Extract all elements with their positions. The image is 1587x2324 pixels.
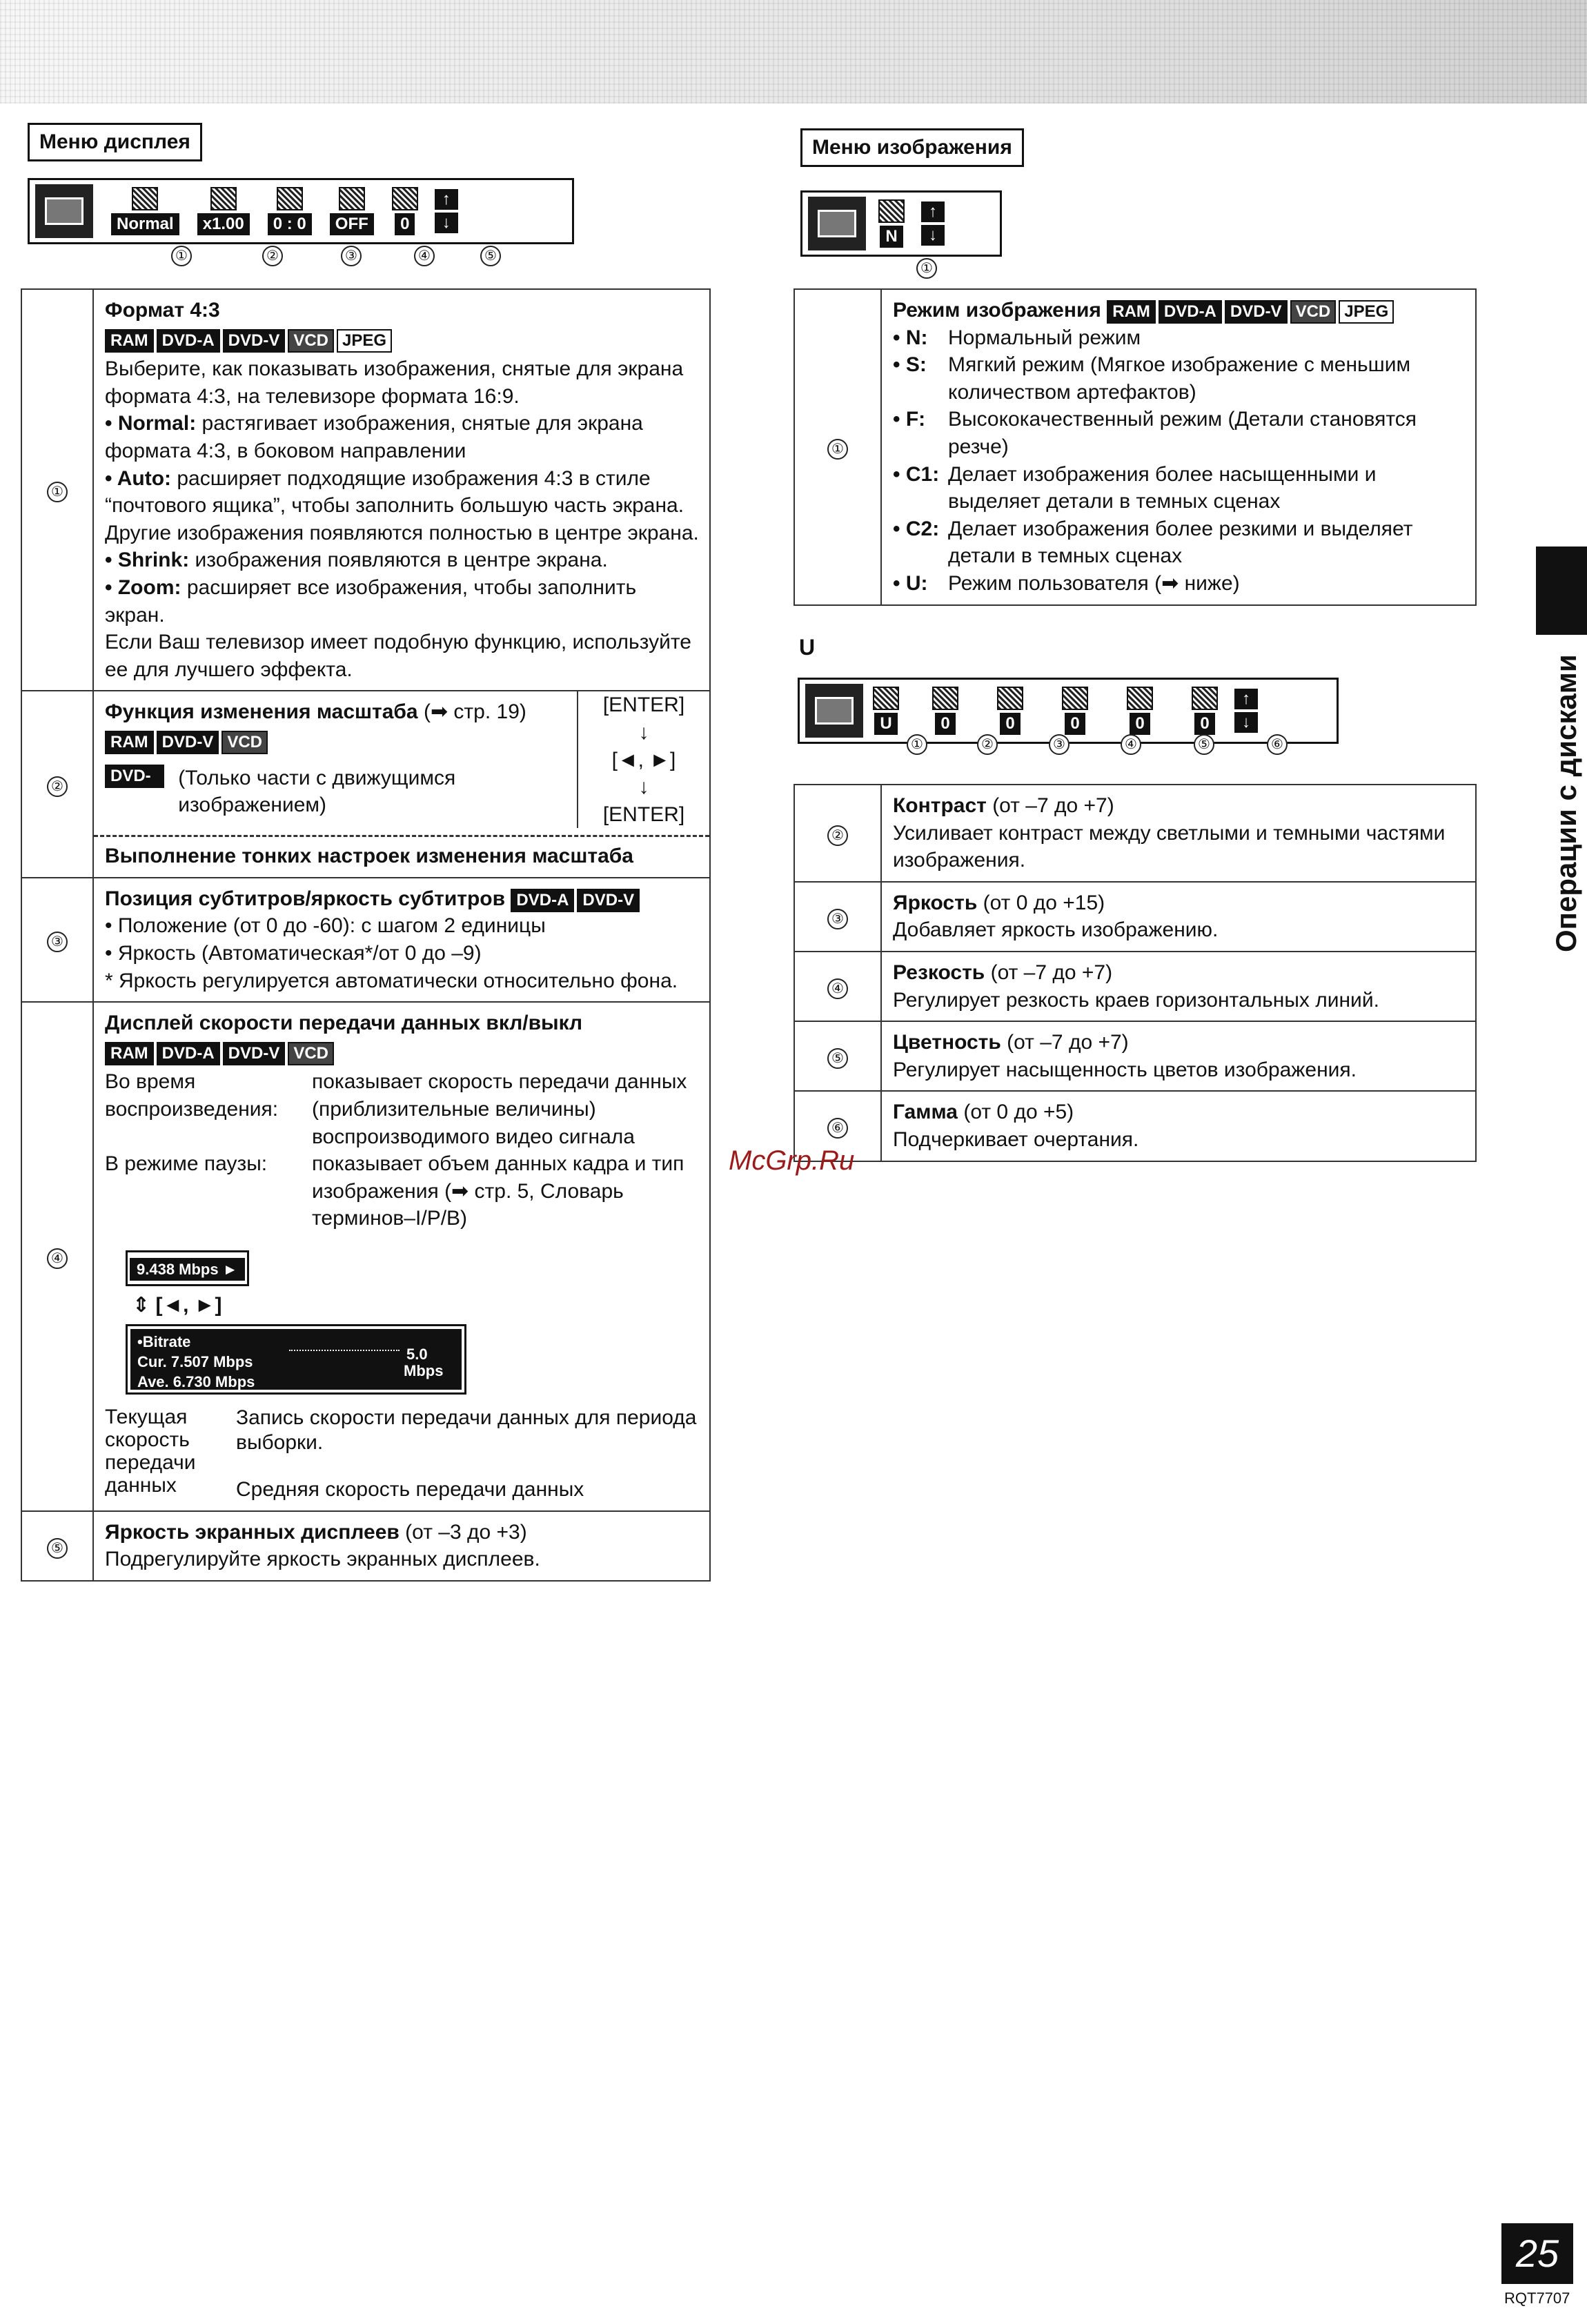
section-tab xyxy=(1536,546,1587,635)
label-average-rate: Средняя скорость передачи данных xyxy=(236,1478,584,1501)
zoom-icon xyxy=(210,187,237,210)
row-title: Позиция субтитров/яркость субтитров xyxy=(105,887,506,910)
format-option-shrink: • Shrink: изображения появляются в центре экрана. xyxy=(105,549,608,572)
osd-item-gamma: 0 xyxy=(1192,687,1218,735)
osd-item-color: 0 xyxy=(1127,687,1153,735)
osd-number-3: ③ xyxy=(341,246,362,266)
disc-tags: RAM DVD-A DVD-V VCD xyxy=(105,1038,700,1066)
bitrate-display-small: 9.438 Mbps ► xyxy=(126,1250,249,1286)
osd-number-5: ⑤ xyxy=(480,246,501,266)
bitrate-graph-line xyxy=(289,1350,400,1351)
arrow-up-icon: ↑ xyxy=(1234,689,1258,709)
picture-mode-table xyxy=(793,288,1477,606)
row-outro: Если Ваш телевизор имеет подобную функцию, используйте ее для лучшего эффекта. xyxy=(105,631,691,681)
osd-item-contrast: 0 xyxy=(932,687,958,735)
row-title: Яркость экранных дисплеев xyxy=(105,1520,400,1544)
osd-item-brightness: 0 xyxy=(392,187,418,235)
picture-mode-icon xyxy=(878,199,905,223)
osd-arrows xyxy=(1234,687,1258,734)
picture-menu-osd xyxy=(800,190,1002,257)
mode-f: • F: Высококачественный режим (Детали становятся резче) xyxy=(893,408,1417,458)
row-gamma: ⑥ Гамма (от 0 до +5) Подчеркивает очертания. xyxy=(794,1091,1476,1161)
osd-item-zoom: x1.00 xyxy=(197,187,250,235)
tv-icon xyxy=(805,684,863,738)
display-menu-osd xyxy=(28,178,574,244)
bitrate-icon xyxy=(339,187,365,210)
format-icon xyxy=(132,187,158,210)
u-osd-number-3: ③ xyxy=(1049,734,1070,755)
osd-number-2: ② xyxy=(262,246,283,266)
picture-mode-icon xyxy=(873,687,899,710)
mode-u: • U: Режим пользователя (➡ ниже) xyxy=(893,571,1240,595)
osd-arrows xyxy=(435,188,458,235)
u-osd-number-2: ② xyxy=(977,734,998,755)
page-code: RQT7707 xyxy=(1504,2289,1570,2307)
sharpness-icon xyxy=(1062,687,1088,710)
zoom-footer: Выполнение тонких настроек изменения масштаба xyxy=(94,835,709,870)
watermark: McGrp.Ru xyxy=(729,1145,855,1176)
disc-tags: RAM DVD-V VCD xyxy=(105,727,577,755)
row-subtitle: ③ Позиция субтитров/яркость субтитров DVD-A DVD-V • Положение (от 0 до -60): с шагом 2 единицы • Яркость (Автоматическая*/от 0 до –9) * Яркость регулируется автоматически относительно фона. xyxy=(21,878,710,1002)
tv-icon xyxy=(35,184,93,238)
u-osd-number-5: ⑤ xyxy=(1194,734,1214,755)
osd-number-picture: ① xyxy=(916,258,937,279)
label-record-rate: Запись скорости передачи данных для периода выборки. xyxy=(236,1406,697,1455)
brightness-icon xyxy=(997,687,1023,710)
arrow-down-icon: ↓ xyxy=(1234,712,1258,733)
user-mode-heading: U xyxy=(799,635,816,660)
osd-item-sharpness: 0 xyxy=(1062,687,1088,735)
osd-item-brightness: 0 xyxy=(997,687,1023,735)
row-title: Режим изображения xyxy=(893,299,1101,322)
osd-number-4: ④ xyxy=(414,246,435,266)
arrow-down-icon: ↓ xyxy=(921,225,945,246)
row-brightness: ③ Яркость (от 0 до +15) Добавляет яркость изображению. xyxy=(794,882,1476,952)
osd-arrows xyxy=(921,200,945,247)
brightness-icon xyxy=(392,187,418,210)
format-option-zoom: • Zoom: расширяет все изображения, чтобы заполнить экран. xyxy=(105,575,637,627)
row-sharpness: ④ Резкость (от –7 до +7) Регулирует резкость краев горизонтальных линий. xyxy=(794,952,1476,1021)
row-contrast: ② Контраст (от –7 до +7) Усиливает контраст между светлыми и темными частями изображения. xyxy=(794,785,1476,882)
page-number: 25 xyxy=(1501,2223,1573,2284)
user-mode-table xyxy=(793,784,1477,1162)
u-osd-number-6: ⑥ xyxy=(1267,734,1288,755)
row-osd-brightness: ⑤ Яркость экранных дисплеев (от –3 до +3) Подрегулируйте яркость экранных дисплеев. xyxy=(21,1511,710,1581)
bitrate-graph: •Bitrate Cur. 7.507 Mbps Ave. 6.730 Mbps 5.0 Mbps xyxy=(126,1324,466,1395)
row-bitrate: ④ Дисплей скорости передачи данных вкл/выкл RAM DVD-A DVD-V VCD Во время воспроизведения: показывает скорость передачи данных (приблизительные величины) воспроизводимого видео сигнала В режиме паузы: показывает объем данных кадра и тип изображения (➡ стр. 5, Словарь терминов–I/P/B) 9.438 Mbps ► ⇕ [◄, ►] •Bitrate Cur. 7.507 Mbps Ave. 6.730 Mbps 5.0 Mbps Текущая скорость передачи данных Запись скорости передачи данных для периода выборки. Средняя скорость передачи данных xyxy=(21,1002,710,1511)
mode-c1: • C1: Делает изображения более насыщенными и выделяет детали в темных сценах xyxy=(893,462,1377,513)
arrow-down-icon: ↓ xyxy=(435,213,458,233)
osd-item-mode: U xyxy=(873,687,899,735)
bitrate-toggle: ⇕ [◄, ►] xyxy=(132,1293,222,1317)
format-option-normal: • Normal: растягивает изображения, снятые для экрана формата 4:3, в боковом направлении xyxy=(105,412,643,462)
disc-tags: RAM DVD-A DVD-V VCD JPEG xyxy=(105,326,700,353)
display-menu-table xyxy=(21,288,711,1582)
display-menu-label: Меню дисплея xyxy=(28,123,202,161)
label-current-rate: Текущая скорость передачи данных xyxy=(105,1406,196,1497)
mode-n: • N: Нормальный режим xyxy=(893,326,1141,349)
row-title: Дисплей скорости передачи данных вкл/выкл xyxy=(105,1012,583,1035)
tv-icon xyxy=(808,197,866,250)
u-osd-number-1: ① xyxy=(907,734,927,755)
arrow-up-icon: ↑ xyxy=(921,201,945,222)
osd-item-picture-mode: N xyxy=(878,199,905,248)
zoom-steps: [ENTER] ↓ [◄, ►] ↓ [ENTER] xyxy=(577,691,709,828)
contrast-icon xyxy=(932,687,958,710)
row-title: Функция изменения масштаба xyxy=(105,700,418,724)
format-option-auto: • Auto: расширяет подходящие изображения 4:3 в стиле “почтового ящика”, чтобы заполнить большую часть экрана. Другие изображения появляются полностью в центре экрана. xyxy=(105,466,699,544)
subtitle-icon xyxy=(277,187,303,210)
row-format: ① Формат 4:3 RAM DVD-A DVD-V VCD JPEG Выберите, как показывать изображения, снятые для экрана формата 4:3, на телевизоре формата 16:9. • Normal: растягивает изображения, снятые для экрана формата 4:3, в боковом направлении • Auto: расширяет подходящие изображения 4:3 в стиле “почтового ящика”, чтобы заполнить большую часть экрана. Другие изображения появляются полностью в центре экрана. • Shrink: изображения появляются в центре экрана. • Zoom: расширяет все изображения, чтобы заполнить экран. Если Ваш телевизор имеет подобную функцию, используйте ее для лучшего эффекта. xyxy=(21,289,710,691)
osd-item-bitrate: OFF xyxy=(330,187,374,235)
row-color: ⑤ Цветность (от –7 до +7) Регулирует насыщенность цветов изображения. xyxy=(794,1021,1476,1091)
picture-menu-label: Меню изображения xyxy=(800,128,1024,167)
row-zoom: ② Функция изменения масштаба (➡ стр. 19) RAM DVD-V VCD DVD-A (Только части с движущимся изображением) [ENTER] ↓ [◄, ►] ↓ [ENTER] Выполнение тонких настроек изменения масштаба xyxy=(21,691,710,878)
osd-item-format: Normal xyxy=(111,187,179,235)
scan-noise-band xyxy=(0,0,1587,104)
row-intro: Выберите, как показывать изображения, снятые для экрана формата 4:3, на телевизоре формата 16:9. xyxy=(105,357,684,408)
osd-number-1: ① xyxy=(171,246,192,266)
row-title: Формат 4:3 xyxy=(105,299,220,322)
arrow-up-icon: ↑ xyxy=(435,189,458,210)
mode-s: • S: Мягкий режим (Мягкое изображение с меньшим количеством артефактов) xyxy=(893,353,1411,404)
osd-item-subtitle: 0 : 0 xyxy=(268,187,312,235)
u-osd-number-4: ④ xyxy=(1121,734,1141,755)
gamma-icon xyxy=(1192,687,1218,710)
color-icon xyxy=(1127,687,1153,710)
row-picture-mode: ① Режим изображения RAM DVD-A DVD-V VCD JPEG • N: Нормальный режим • S: Мягкий режим (Мягкое изображение с меньшим количеством артефактов) • F: Высококачественный режим (Детали становятся резче) • C1: Делает изображения более насыщенными и выделяет детали в темных сценах • C2: Делает изображения более резкими и выделяет детали в темных сценах • U: Режим пользователя (➡ ниже) xyxy=(794,289,1476,605)
section-title: Операции с дисками xyxy=(1550,654,1582,952)
mode-c2: • C2: Делает изображения более резкими и выделяет детали в темных сценах xyxy=(893,517,1413,568)
